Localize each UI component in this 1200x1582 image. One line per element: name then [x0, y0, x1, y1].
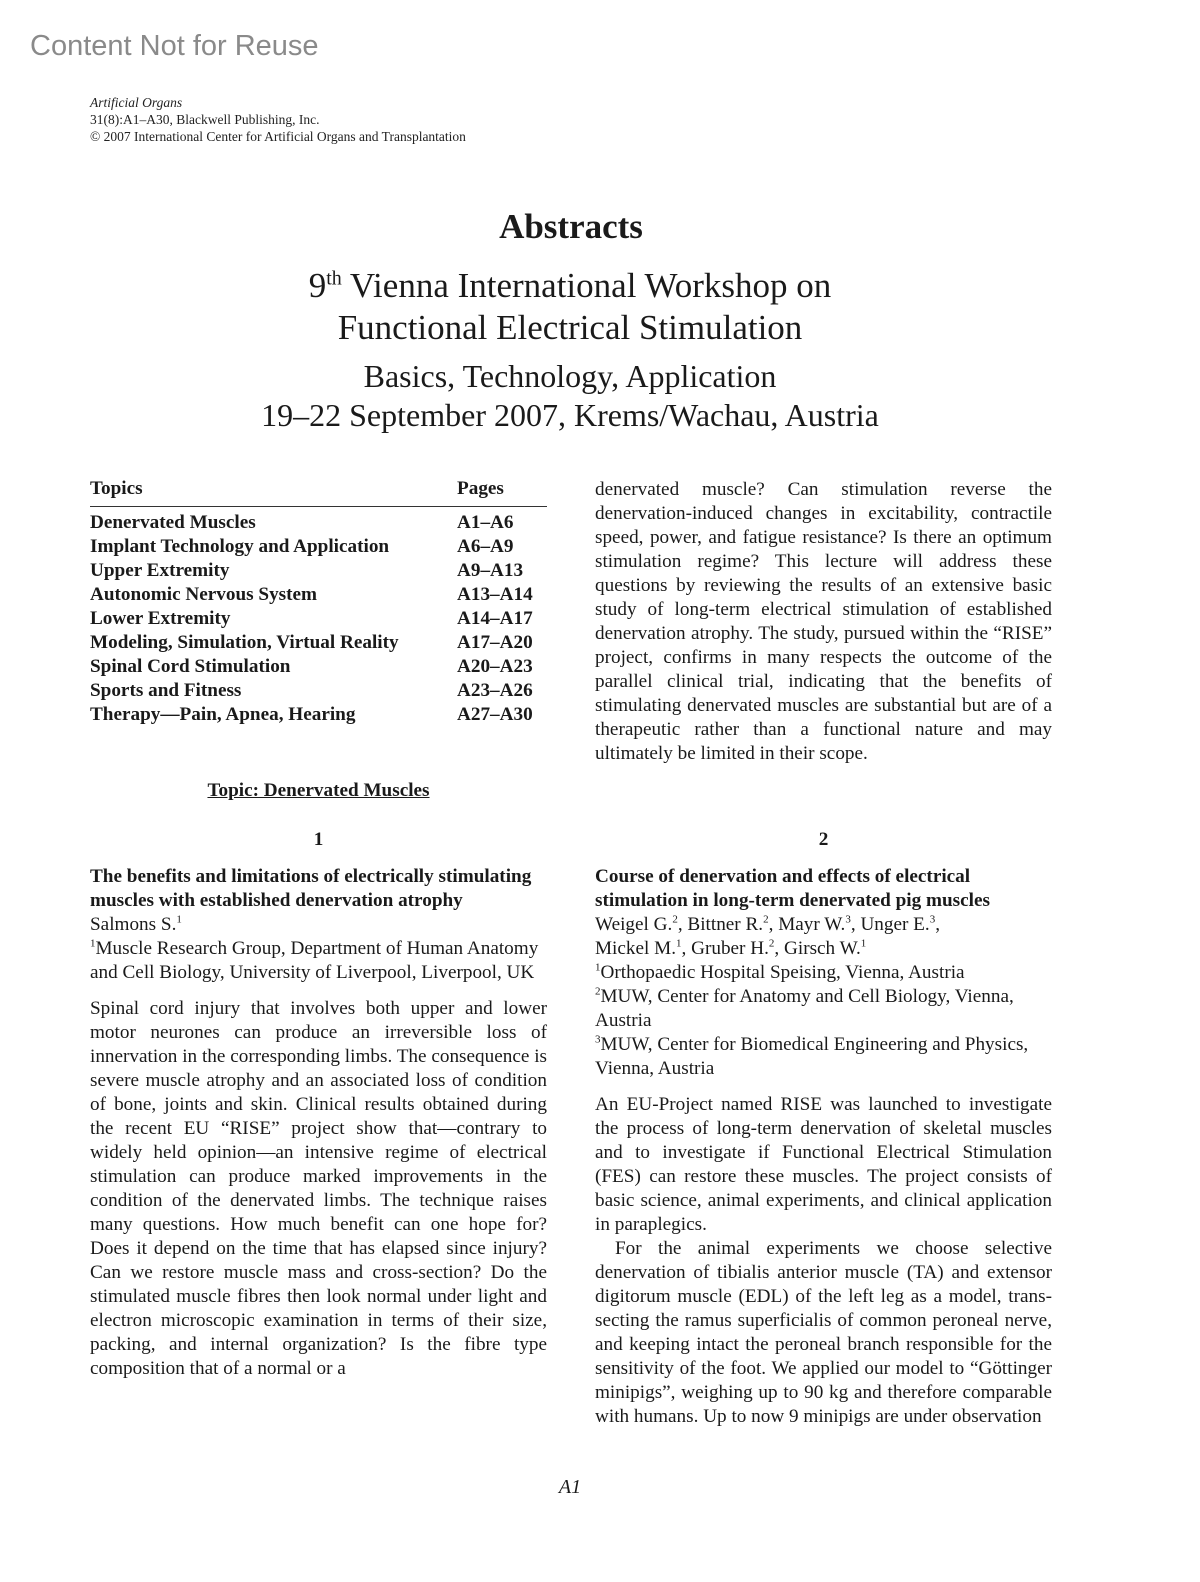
abstract-body: Spinal cord injury that involves both upper and lower motor neurones can produce an irreversible loss of innervation in the corresponding limbs. The consequence is severe muscle atrophy and an associated loss of condition of bone, joints and skin. Clinical results obtained during the recent EU “RISE” project show that—contrary to widely held opinion—an intensive regime of electrical stimulation can produce marked improvements in the condition of the denervated limbs. The technique raises many questions. How much benefit can one hope for? Does it depend on the time that has elapsed since injury? Can we restore muscle mass and cross-section? Do the stimulated muscle fibres then look normal under light and electron microscopic examination in terms of their size, packing, and internal organization? Is the fibre type composition that of a normal or a [90, 998, 547, 1379]
author-separator: , [774, 938, 784, 959]
workshop-themes: Basics, Technology, Application [363, 358, 777, 394]
author-name: Unger E. [860, 914, 930, 935]
topic-pages: A20–A23 [457, 656, 533, 677]
abstract-continuation: denervated muscle? Can stimulation reverse the denervation-induced changes in excitability, contractile speed, power, and fatigue resistance? Is there an optimum stimulation regime? This lecture will address these questions by reviewing the results of an extensive basic study of long-term electrical stimulation of established denervation atrophy. The study, pursued within the “RISE” project, confirms in many respects the outcome of the parallel clinical trial, indicating that the benefits of stimulating denervated muscles are substantial but are of a therapeutic rather than a functional nature and may ultimately be limited in their scope. [595, 479, 1052, 764]
abstract-paragraph: An EU-Project named RISE was launched to investigate the process of long-term denervation of skeletal muscles and to investigate if Functional Electrical Stimulation (FES) can restore these muscles. The project consists of basic science, animal experiments, and clinical application in paraplegics. [595, 1094, 1052, 1235]
abstract-affiliations [595, 961, 1052, 1081]
topic-heading: Topic: Denervated Muscles [207, 780, 430, 801]
topic-row [90, 679, 547, 703]
abstract-authors [90, 913, 547, 937]
journal-masthead [90, 94, 466, 145]
abstract-2 [595, 828, 1052, 1429]
abstract-number: 2 [818, 829, 829, 850]
workshop-ordinal-suffix: th [326, 267, 342, 290]
topic-row [90, 559, 547, 583]
author-separator: , [935, 914, 940, 935]
topic-name: Sports and Fitness [90, 680, 242, 701]
topic-row [90, 631, 547, 655]
author-separator: , [768, 914, 779, 935]
topic-pages: A17–A20 [457, 632, 533, 653]
journal-name: Artificial Organs [90, 95, 183, 110]
topic-pages: A6–A9 [457, 536, 514, 557]
abstract-1 [90, 828, 547, 1381]
topic-pages: A13–A14 [457, 584, 533, 605]
affiliation [595, 1033, 1052, 1081]
topic-name: Implant Technology and Application [90, 536, 390, 557]
affiliation-sup: 1 [595, 961, 601, 974]
topic-name: Spinal Cord Stimulation [90, 656, 291, 677]
author-separator: , [681, 938, 692, 959]
abstract-title: The benefits and limitations of electrically stimulating muscles with established denervation atrophy [90, 866, 532, 911]
author-sup: 2 [763, 913, 769, 926]
topic-name: Denervated Muscles [90, 512, 256, 533]
workshop-title-line2: Functional Electrical Stimulation [337, 308, 803, 347]
author-separator: , [677, 914, 688, 935]
author-name: Weigel G. [595, 914, 673, 935]
affiliation-sup: 2 [595, 985, 601, 998]
author-sup: 1 [860, 937, 867, 950]
topic-name: Lower Extremity [90, 608, 231, 629]
topics-header: Topics [90, 478, 457, 507]
topics-table-block [90, 478, 547, 727]
affiliation-text: Muscle Research Group, Department of Human Anatomy and Cell Biology, University of Liverpool, Liverpool, UK [90, 938, 539, 983]
watermark: Content Not for Reuse [30, 30, 319, 62]
author-name: Girsch W. [784, 938, 861, 959]
author-separator: , [850, 914, 861, 935]
workshop-ordinal: 9 [308, 266, 327, 305]
affiliation-sup: 1 [90, 937, 96, 950]
affiliation [595, 985, 1052, 1033]
topic-pages: A27–A30 [457, 704, 533, 725]
topic-row [90, 583, 547, 607]
topic-pages: A9–A13 [457, 560, 524, 581]
copyright-line: © 2007 International Center for Artificial Organs and Transplantation [90, 129, 466, 144]
topic-row [90, 703, 547, 727]
title-block [0, 205, 1140, 435]
topic-pages: A1–A6 [457, 512, 514, 533]
topic-pages: A14–A17 [457, 608, 533, 629]
author-name: Mickel M. [595, 938, 677, 959]
page-title: Abstracts [499, 207, 643, 246]
pages-header: Pages [457, 478, 547, 507]
workshop-title [0, 265, 1140, 349]
workshop-subtitle [0, 357, 1140, 435]
journal-issue: 31(8):A1–A30, Blackwell Publishing, Inc. [90, 112, 320, 127]
topics-table-body [90, 507, 547, 728]
author-sup: 2 [768, 937, 775, 950]
abstract-paragraph: For the animal experiments we choose selective denervation of tibialis anterior muscle (TA) and extensor digitorum muscle (EDL) of the left leg as a model, trans-secting the ramus superficialis of common peroneal nerve, and keeping intact the peroneal branch responsible for the sensitivity of the foot. We applied our model to “Göttinger minipigs”, weighing up to 90 kg and therefore comparable with humans. Up to now 9 minipigs are under observation [595, 1238, 1052, 1427]
topic-name: Upper Extremity [90, 560, 230, 581]
abstract-body [595, 1093, 1052, 1429]
author-name: Gruber H. [691, 938, 769, 959]
topic-name: Therapy—Pain, Apnea, Hearing [90, 704, 356, 725]
affiliation-text: MUW, Center for Anatomy and Cell Biology, Vienna, Austria [595, 986, 1014, 1031]
author-name: Bittner R. [687, 914, 764, 935]
author-sup: 1 [676, 937, 682, 950]
author-sup: 1 [176, 913, 182, 926]
author-name: Mayr W. [778, 914, 846, 935]
topic-name: Autonomic Nervous System [90, 584, 318, 605]
author-name: Salmons S. [90, 914, 177, 935]
abstract-authors [595, 913, 1052, 961]
abstract-number: 1 [313, 829, 324, 850]
author-sup: 2 [672, 913, 678, 926]
affiliation [595, 961, 1052, 985]
topic-row [90, 535, 547, 559]
abstract-title: Course of denervation and effects of electrical stimulation in long-term denervated pig muscles [595, 866, 990, 911]
author-sup: 3 [845, 913, 851, 926]
topic-name: Modeling, Simulation, Virtual Reality [90, 632, 399, 653]
workshop-title-line1: Vienna International Workshop on [341, 266, 832, 305]
topics-table [90, 478, 547, 727]
topic-pages: A23–A26 [457, 680, 533, 701]
topic-row [90, 507, 547, 536]
topic-row [90, 607, 547, 631]
workshop-date-place: 19–22 September 2007, Krems/Wachau, Austria [261, 397, 879, 433]
affiliation-text: MUW, Center for Biomedical Engineering and Physics, Vienna, Austria [595, 1034, 1029, 1079]
affiliation-text: Orthopaedic Hospital Speising, Vienna, Austria [600, 962, 965, 983]
page-number: A1 [558, 1476, 582, 1498]
author-sup: 3 [929, 913, 936, 926]
affiliation-sup: 3 [595, 1033, 601, 1046]
abstract-affiliation [90, 937, 547, 985]
topic-row [90, 655, 547, 679]
